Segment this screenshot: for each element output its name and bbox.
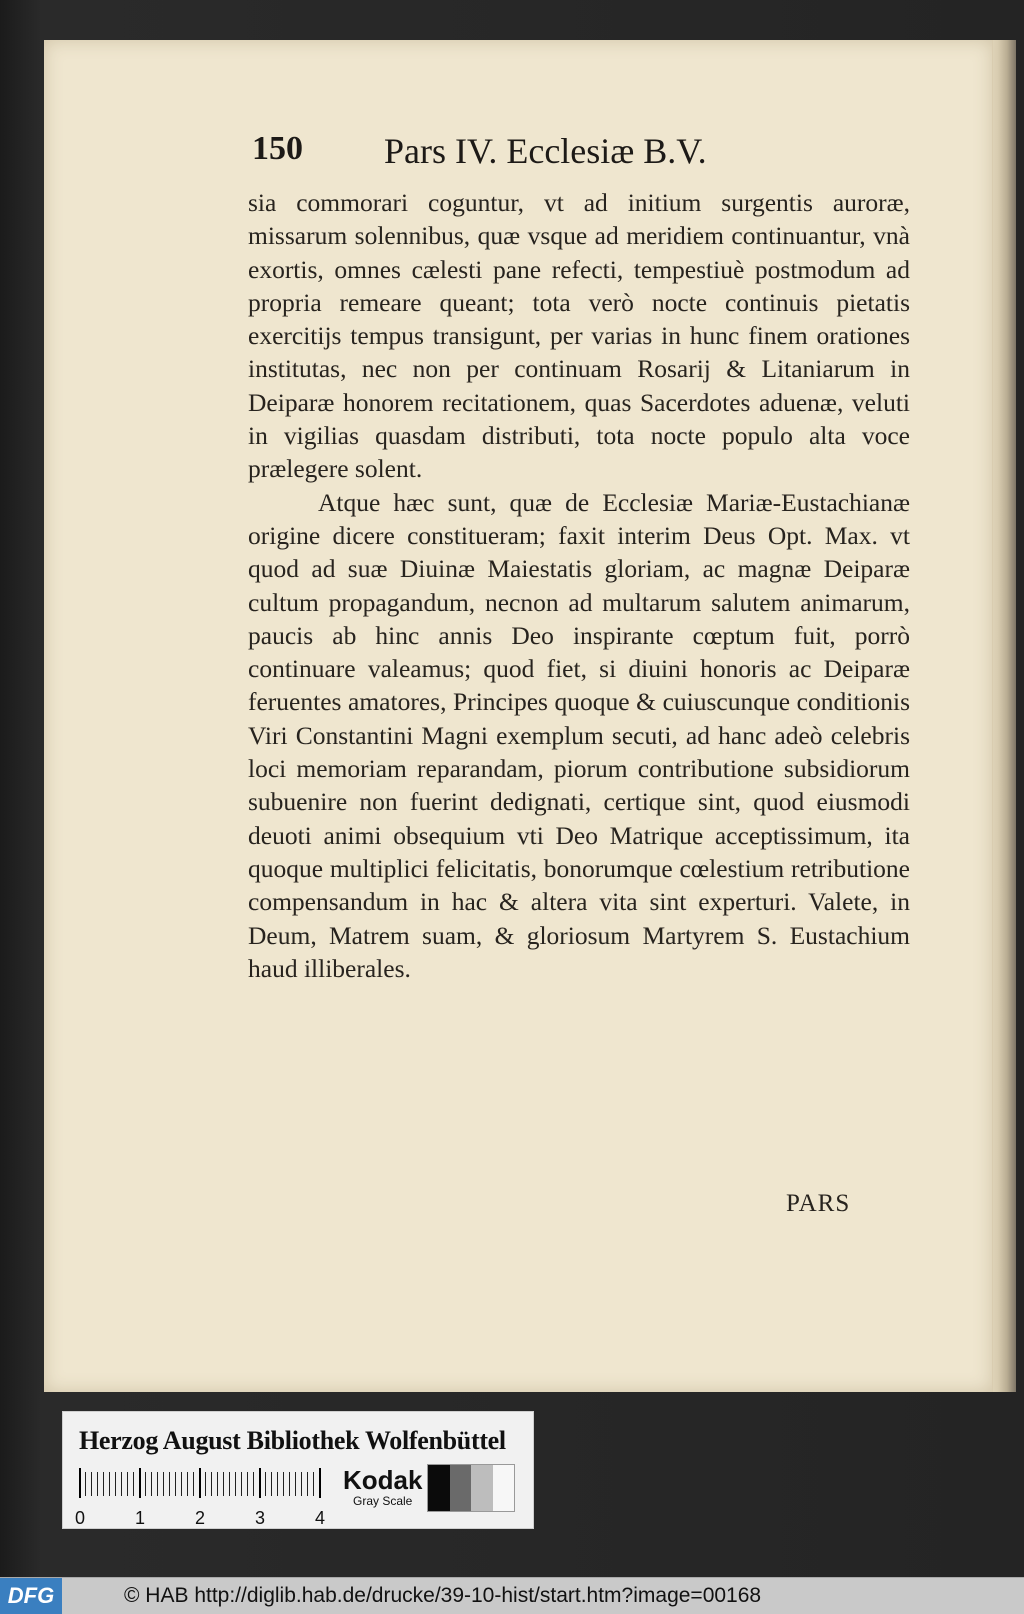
footer-bar	[0, 1577, 1024, 1614]
page-header	[252, 130, 772, 174]
gray-swatch	[450, 1465, 472, 1511]
dfg-logo: DFG	[0, 1578, 62, 1614]
ruler-number: 1	[135, 1508, 146, 1528]
card-title: Herzog August Bibliothek Wolfenbüttel	[79, 1426, 506, 1455]
kodak-brand: Kodak	[343, 1465, 423, 1495]
ruler-number: 3	[255, 1508, 266, 1528]
body-text	[248, 186, 910, 985]
ruler-major-ticks	[79, 1468, 325, 1498]
paragraph-2: Atque hæc sunt, quæ de Ecclesiæ Mariæ-Eustachianæ origine dicere constitueram; faxit interim Deus Opt. Max. vt quod ad suæ Diuinæ Maiestatis gloriam, ac magnæ Deiparæ cultum propagandum, necnon ad multarum salutem animarum, paucis ab hinc annis Deo inspirante cœptum fuit, porrò continuare valeamus; quod fiet, si diuini honoris ac Deiparæ feruentes amatores, Principes quoque & cuiuscunque conditionis Viri Constantini Magni exemplum secuti, ad hanc adeò celebris loci memoriam reparandam, piorum contributione subsidiorum subuenire non fuerint dedignati, certique sint, quod eiusmodi deuoti animi obsequium vti Deo Matrique acceptissimum, ita quoque multiplici felicitatis, bonorumque cœlestium retributione compensandum in hac & altera vita sint experturi. Valete, in Deum, Matrem suam, & gloriosum Martyrem S. Eustachium haud illiberales.	[248, 487, 910, 983]
ruler-numbers	[75, 1508, 335, 1528]
catchword: PARS	[786, 1190, 851, 1217]
page-number: 150	[252, 130, 303, 167]
ruler-number: 0	[75, 1508, 86, 1528]
ruler-number: 4	[315, 1508, 326, 1528]
running-head: Pars IV. Ecclesiæ B.V.	[384, 131, 707, 171]
gray-swatch	[471, 1465, 493, 1511]
gray-swatch	[493, 1465, 515, 1511]
kodak-subtitle: Gray Scale	[353, 1494, 413, 1508]
footer-credit[interactable]: © HAB http://diglib.hab.de/drucke/39-10-hist/start.htm?image=00168	[124, 1584, 762, 1607]
ruler-number: 2	[195, 1508, 206, 1528]
gray-swatch	[428, 1465, 450, 1511]
color-calibration-card	[62, 1411, 534, 1529]
kodak-label	[343, 1466, 422, 1508]
gray-swatches	[427, 1464, 515, 1512]
paragraph-1: sia commorari coguntur, vt ad initium surgentis auroræ, missarum solennibus, quæ vsque ad meridiem continuantur, vnà exortis, omnes cælesti pane refecti, tempestiuè postmodum ad propria remeare queant; tota verò nocte continuis pietatis exercitijs tempus transigunt, per varias in hunc finem orationes institutas, nec non per continuam Rosarij & Litaniarum in Deiparæ honorem recitationem, quas Sacerdotes aduenæ, veluti in vigilias quasdam distributi, tota nocte populo alta voce prælegere solent.	[248, 188, 910, 484]
